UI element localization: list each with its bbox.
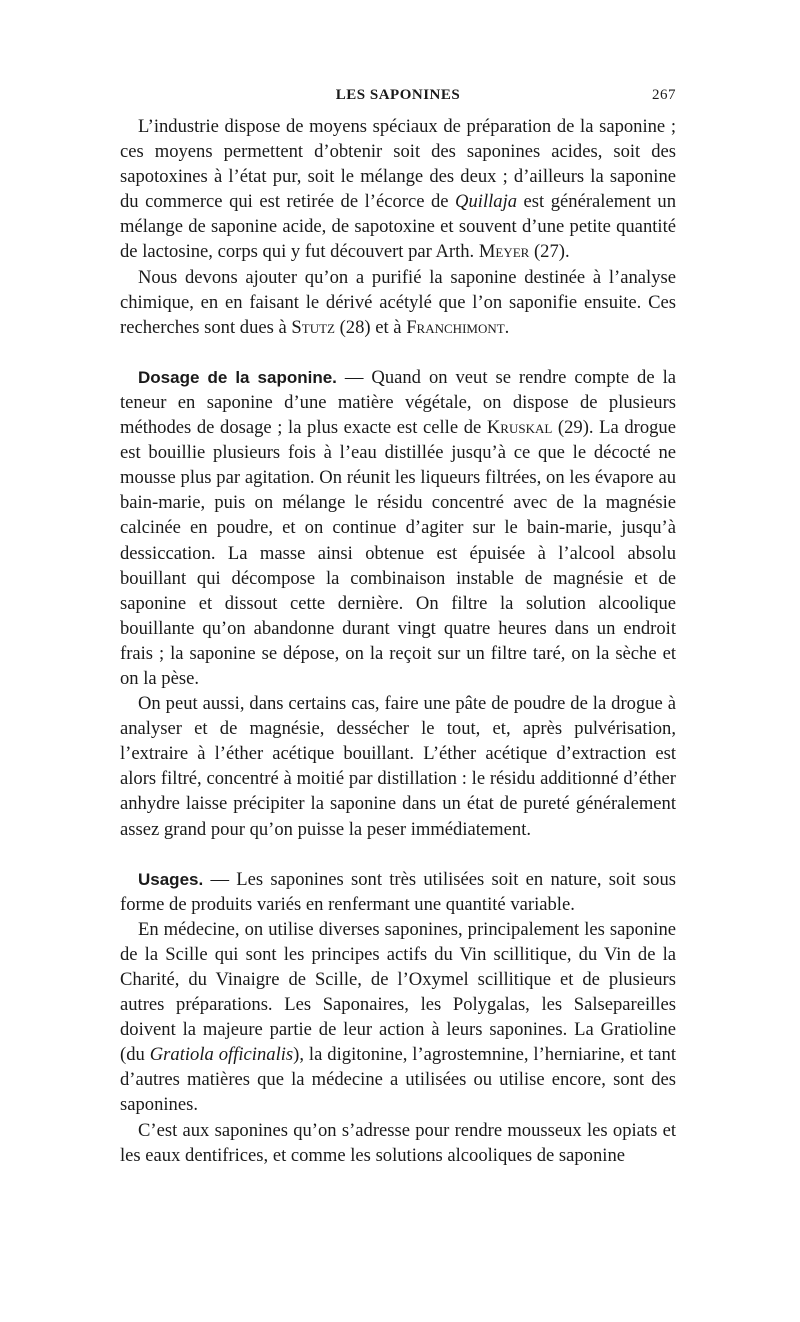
paragraph-alternative-method: On peut aussi, dans certains cas, faire une pâte de poudre de la drogue à analyser et de magnésie, dessécher le tout, et, après pulvérisation, l’extraire à l’éther acétique bouillant. L’éther acétique d’extraction est alors filtré, concentré à moitié par distillation : le résidu additionné d’éther anhydre laisse précipiter la saponine dans un état de pureté généralement assez grand pour qu’on puisse la peser immédiatement. <box>120 693 676 840</box>
text: . <box>504 316 510 338</box>
text: L’industrie dispose de moyens spéciaux de préparation de la saponine ; ces moyens permettent d’obtenir soit des saponines acides, soit des sapotoxines à l’état pur, soit le mélange des deux ; d’ailleurs la saponine du commerce qui est retirée de l’écorce de <box>120 116 676 213</box>
text: — Les saponines sont très utilisées soit en nature, soit sous forme de produits variés en renfermant une quantité variable. <box>120 868 676 915</box>
text: Nous devons ajouter qu’on a purifié la saponine destinée à l’analyse chimique, en en faisant le dérivé acétylé que l’on saponifie ensuite. Ces recherches sont dues à <box>120 266 676 338</box>
running-head <box>120 84 676 114</box>
paragraph-usages <box>120 867 676 917</box>
text: (29). La drogue est bouillie plusieurs fois à l’eau distillée jusqu’à ce que le décocté ne mousse plus par agitation. On réunit les liqueurs filtrées, on les évapore au bain-marie, puis on mélange le résidu concentré avec de la magnésie calcinée en poudre, et on continue d’agiter sur le bain-marie, jusqu’à dessiccation. La masse ainsi obtenue est épuisée à l’alcool absolu bouillant qui décompose la combinaison instable de magnésie et de saponine et dissout cette dernière. On filtre la solution alcoolique bouillante qu’on abandonne durant vingt quatre heures dans un endroit frais ; la saponine se dépose, on la reçoit sur un filtre taré, on la sèche et on la pèse. <box>120 417 676 689</box>
paragraph-dosage <box>120 365 676 691</box>
paragraph-dentifrices: C’est aux saponines qu’on s’adresse pour rendre mousseux les opiats et les eaux dentifrices, et comme les solutions alcooliques de saponine <box>120 1119 676 1166</box>
section-gap <box>120 340 676 365</box>
text: (28) et à <box>334 316 407 338</box>
section-heading-usages: Usages. <box>138 869 204 889</box>
author-name: Meyer <box>478 241 530 263</box>
paragraph-purification <box>120 265 676 340</box>
section-heading-dosage: Dosage de la saponine. <box>138 367 337 387</box>
paragraph-medecine <box>120 917 676 1118</box>
text: ), la digitonine, l’agrostemnine, l’herniarine, et tant d’autres matières que la médecine a utilisées ou utilise encore, sont des saponines. <box>120 1044 677 1116</box>
section-gap <box>120 842 676 867</box>
author-name: Kruskal <box>486 417 553 439</box>
text: — Quand on veut se rendre compte de la teneur en saponine d’une matière végétale, on dispose de plusieurs méthodes de dosage ; la plus exacte est celle de <box>120 366 676 439</box>
text: est généralement un mélange de saponine acide, de sapotoxine et souvent d’une petite quantité de lactosine, corps qui y fut découvert par Arth. <box>120 191 676 263</box>
italic-term: Gratiola officinalis <box>149 1044 294 1066</box>
text: En médecine, on utilise diverses saponines, principalement les saponine de la Scille qui sont les principes actifs du Vin scillitique, du Vin de la Charité, du Vinaigre de Scille, de l’Oxymel scillitique et de plusieurs autres préparations. Les Saponaires, les Polygalas, les Salsepareilles doivent la majeure partie de leur action à leurs saponines. La Gratioline (du <box>120 918 676 1066</box>
text: (27). <box>529 241 570 263</box>
paragraph-industrie <box>120 114 676 265</box>
author-name: Franchimont <box>406 316 505 338</box>
italic-term: Quillaja <box>455 191 518 213</box>
author-name: Stutz <box>291 316 335 338</box>
page-number: 267 <box>652 87 676 103</box>
running-title: LES SAPONINES <box>335 87 461 103</box>
